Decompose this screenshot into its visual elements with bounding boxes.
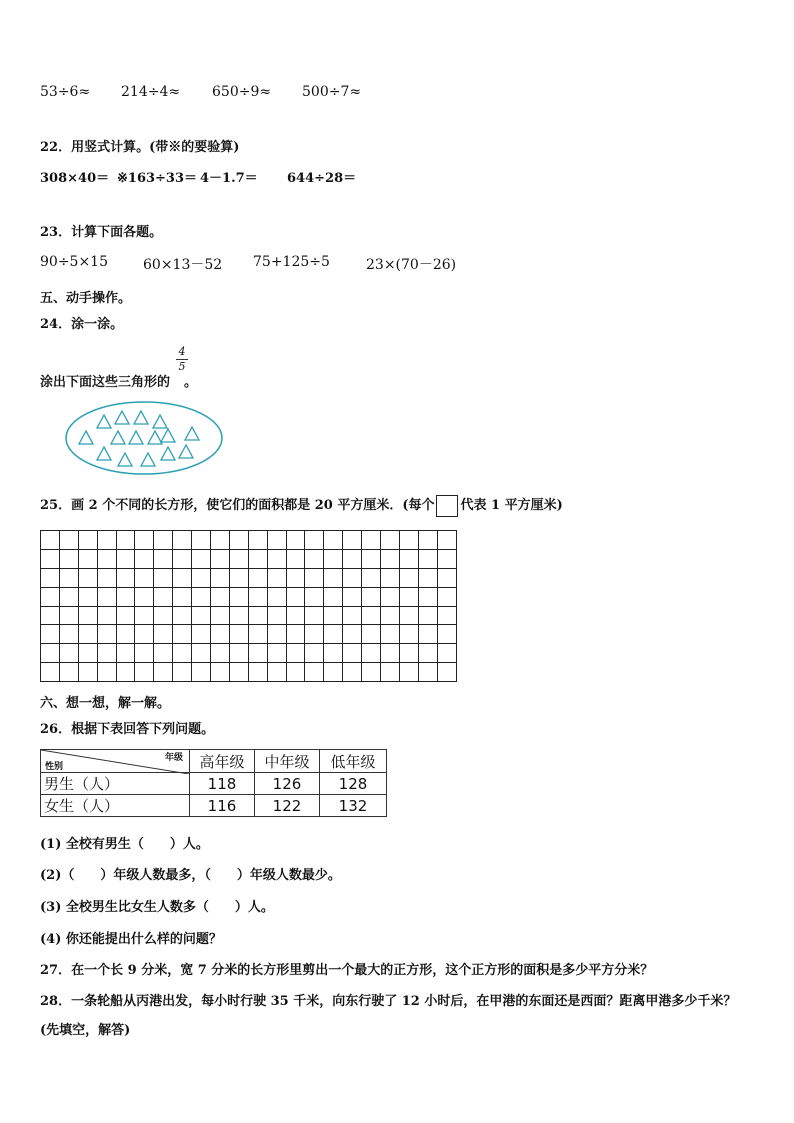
grid-cell[interactable] [211,549,230,568]
q26-sub-2: (2)（ ）年级人数最多，（ ）年级人数最少。 [40,868,341,883]
grid-cell[interactable] [135,606,154,625]
grid-cell[interactable] [381,568,400,587]
grid-cell[interactable] [286,549,305,568]
grid-cell[interactable] [381,625,400,644]
grid-cell[interactable] [381,663,400,682]
triangle-shape[interactable] [161,429,175,442]
grid-cell[interactable] [305,568,324,587]
grid-cell[interactable] [305,549,324,568]
grid-cell[interactable] [343,568,362,587]
grid-cell[interactable] [324,549,343,568]
grid-cell[interactable] [324,663,343,682]
grid-cell[interactable] [248,663,267,682]
grid-cell[interactable] [286,606,305,625]
grid-cell[interactable] [267,531,286,550]
q27-text: 27．在一个长 9 分米，宽 7 分米的长方形里剪出一个最大的正方形，这个正方形的面积是多少平方分米？ [40,963,654,978]
grid-cell[interactable] [305,531,324,550]
grid-cell[interactable] [59,587,78,606]
grid-cell[interactable] [381,587,400,606]
grid-cell[interactable] [97,531,116,550]
grid-cell[interactable] [343,663,362,682]
grid-cell[interactable] [362,549,381,568]
grid-cell[interactable] [135,549,154,568]
corner-label-grade: 年级 [164,753,183,763]
grid-cell[interactable] [343,606,362,625]
q26-sub-3: (3) 全校男生比女生人数多（ ）人。 [40,900,274,915]
grid-cell[interactable] [211,568,230,587]
grid-cell[interactable] [267,568,286,587]
grid-cell[interactable] [418,625,437,644]
grid-cell[interactable] [41,587,60,606]
triangle-shape[interactable] [79,431,93,444]
grid-cell[interactable] [418,663,437,682]
grid-cell[interactable] [41,644,60,663]
grid-cell[interactable] [192,625,211,644]
q25-title-suffix: 代表 1 平方厘米) [460,498,563,513]
grid-cell[interactable] [437,625,456,644]
grid-cell[interactable] [154,644,173,663]
grid-cell[interactable] [362,587,381,606]
grid-cell[interactable] [362,663,381,682]
col-header-low: 低年级 [320,750,387,773]
grid-cell[interactable] [267,625,286,644]
q23-item-1: 90÷5×15 [40,254,108,270]
grid-cell[interactable] [116,663,135,682]
grid-cell[interactable] [78,549,97,568]
grid-cell[interactable] [418,606,437,625]
grid-cell[interactable] [418,531,437,550]
q28-line-2: (先填空，解答) [40,1023,131,1038]
cell-girls-middle: 122 [255,795,320,817]
grid-cell[interactable] [324,568,343,587]
grid-cell[interactable] [229,663,248,682]
q26-sub-4: (4) 你还能提出什么样的问题？ [40,932,222,947]
grid-cell[interactable] [343,531,362,550]
grid-cell[interactable] [229,587,248,606]
col-header-middle: 中年级 [255,750,320,773]
grid-cell[interactable] [305,663,324,682]
q25-title [40,494,563,517]
grid-cell[interactable] [286,531,305,550]
grid-cell[interactable] [41,625,60,644]
triangle-shape[interactable] [153,415,167,428]
grid-cell[interactable] [59,663,78,682]
grid-cell[interactable] [211,625,230,644]
grid-cell[interactable] [192,531,211,550]
grid-cell[interactable] [229,606,248,625]
q26-title: 26．根据下表回答下列问题。 [40,722,215,737]
grid-cell[interactable] [59,644,78,663]
grid-cell[interactable] [362,568,381,587]
triangle-ellipse-figure [64,400,224,476]
grid-cell[interactable] [381,644,400,663]
cell-boys-middle: 126 [255,773,320,795]
grid-cell[interactable] [248,625,267,644]
grid-cell[interactable] [324,644,343,663]
q24-instruction-suffix: 。 [184,375,198,390]
grid-cell[interactable] [229,568,248,587]
q28-line-1: 28．一条轮船从丙港出发，每小时行驶 35 千米，向东行驶了 12 小时后，在甲港的东面还是西面？距离甲港多少千米？ [40,994,737,1009]
grid-cell[interactable] [437,587,456,606]
grid-cell[interactable] [324,587,343,606]
grid-cell[interactable] [97,568,116,587]
grid-cell[interactable] [78,644,97,663]
fraction-numerator: 4 [178,345,186,358]
grid-cell[interactable] [437,644,456,663]
estimate-expr-3: 650÷9≈ [212,84,272,100]
grid-cell[interactable] [192,606,211,625]
grid-cell[interactable] [305,644,324,663]
section-6-heading: 六、想一想，解一解。 [40,696,171,711]
grid-cell[interactable] [305,625,324,644]
grid-cell[interactable] [229,549,248,568]
q22-item-2: ※163÷33＝ [117,171,198,186]
grid-cell[interactable] [154,625,173,644]
col-header-high: 高年级 [190,750,255,773]
cell-boys-low: 128 [320,773,387,795]
grid-cell[interactable] [41,568,60,587]
grid-cell[interactable] [381,606,400,625]
grid-cell[interactable] [78,587,97,606]
grid-cell[interactable] [305,606,324,625]
grid-cell[interactable] [97,625,116,644]
grid-cell[interactable] [399,663,418,682]
grid-cell[interactable] [362,625,381,644]
grid-cell[interactable] [59,531,78,550]
grid-cell[interactable] [78,568,97,587]
grid-cell[interactable] [78,625,97,644]
grid-cell[interactable] [192,549,211,568]
grid-cell[interactable] [399,568,418,587]
grid-cell[interactable] [78,663,97,682]
unit-square-icon [436,495,458,517]
grid-cell[interactable] [343,644,362,663]
grid-cell[interactable] [248,606,267,625]
triangle-shape[interactable] [179,445,193,458]
triangle-shape[interactable] [97,447,111,460]
q22-item-3: 4－1.7＝ [200,171,258,186]
cell-boys-high: 118 [190,773,255,795]
grid-cell[interactable] [399,644,418,663]
q24-instruction [40,371,197,390]
grid-cell[interactable] [135,625,154,644]
grid-cell[interactable] [248,549,267,568]
q22-item-4: 644÷28＝ [287,171,357,186]
grid-cell[interactable] [399,606,418,625]
triangle-shape[interactable] [185,427,199,440]
grid-cell[interactable] [418,587,437,606]
grid-cell[interactable] [267,644,286,663]
grid-cell[interactable] [324,606,343,625]
grid-cell[interactable] [173,644,192,663]
grid-cell[interactable] [418,568,437,587]
grid-cell[interactable] [41,549,60,568]
grid-cell[interactable] [116,587,135,606]
grid-cell[interactable] [211,531,230,550]
grid-cell[interactable] [97,549,116,568]
grid-cell[interactable] [362,531,381,550]
grid-cell[interactable] [399,625,418,644]
grid-cell[interactable] [324,531,343,550]
grid-cell[interactable] [437,549,456,568]
grid-cell[interactable] [437,531,456,550]
fraction-four-fifths [176,346,188,373]
grid-cell[interactable] [154,549,173,568]
grid-cell[interactable] [173,663,192,682]
q23-item-4: 23×(70－26) [366,257,457,273]
grid-cell[interactable] [192,587,211,606]
grid-cell[interactable] [59,568,78,587]
grid-cell[interactable] [135,531,154,550]
grid-cell[interactable] [41,663,60,682]
triangle-shape[interactable] [148,431,162,444]
grid-cell[interactable] [229,644,248,663]
grid-cell[interactable] [248,587,267,606]
grid-cell[interactable] [116,568,135,587]
grid-cell[interactable] [78,606,97,625]
grid-cell[interactable] [437,568,456,587]
grid-cell[interactable] [437,606,456,625]
grid-cell[interactable] [286,644,305,663]
grid-cell[interactable] [324,625,343,644]
estimate-expr-4: 500÷7≈ [302,84,362,100]
grid-cell[interactable] [97,644,116,663]
grid-cell[interactable] [173,606,192,625]
grid-cell[interactable] [229,625,248,644]
grid-cell[interactable] [135,663,154,682]
fraction-denominator: 5 [178,360,186,373]
grid-cell[interactable] [173,587,192,606]
grid-cell[interactable] [399,587,418,606]
corner-label-gender: 性别 [45,762,64,772]
grid-cell[interactable] [399,531,418,550]
grid-cell[interactable] [97,663,116,682]
grid-cell[interactable] [267,549,286,568]
grid-cell[interactable] [211,644,230,663]
grid-cell[interactable] [248,531,267,550]
grid-cell[interactable] [248,568,267,587]
grid-cell[interactable] [116,531,135,550]
triangle-shape[interactable] [97,415,111,428]
grade-gender-table [40,749,387,817]
grid-cell[interactable] [343,549,362,568]
triangle-shape[interactable] [141,453,155,466]
grid-cell[interactable] [343,587,362,606]
grid-cell[interactable] [399,549,418,568]
grid-cell[interactable] [59,625,78,644]
estimate-expr-2: 214÷4≈ [121,84,181,100]
estimate-expr-1: 53÷6≈ [40,84,91,100]
triangle-shape[interactable] [111,431,125,444]
grid-cell[interactable] [211,587,230,606]
grid-cell[interactable] [286,568,305,587]
table-row [41,773,387,795]
grid-cell[interactable] [116,549,135,568]
q22-title: 22．用竖式计算。(带※的要验算) [40,140,240,155]
grid-cell[interactable] [267,587,286,606]
grid-cell[interactable] [154,531,173,550]
grid-cell[interactable] [135,587,154,606]
grid-cell[interactable] [135,644,154,663]
grid-cell[interactable] [116,606,135,625]
row-label-boys: 男生（人） [41,773,190,795]
grid-cell[interactable] [211,606,230,625]
grid-cell[interactable] [154,587,173,606]
grid-cell[interactable] [154,568,173,587]
row-label-girls: 女生（人） [41,795,190,817]
grid-cell[interactable] [248,644,267,663]
drawing-grid[interactable] [40,530,457,682]
cell-girls-low: 132 [320,795,387,817]
q23-title: 23．计算下面各题。 [40,225,163,240]
grid-cell[interactable] [135,568,154,587]
triangle-shape[interactable] [134,411,148,424]
grid-cell[interactable] [286,625,305,644]
triangle-shape[interactable] [161,447,175,460]
grid-cell[interactable] [59,606,78,625]
triangle-shape[interactable] [129,431,143,444]
grid-cell[interactable] [229,531,248,550]
table-row [41,795,387,817]
grid-cell[interactable] [116,625,135,644]
grid-cell[interactable] [437,663,456,682]
grid-cell[interactable] [267,606,286,625]
grid-cell[interactable] [173,625,192,644]
grid-cell[interactable] [362,644,381,663]
grid-cell[interactable] [173,568,192,587]
grid-cell[interactable] [192,663,211,682]
table-corner-cell [41,750,190,773]
grid-cell[interactable] [59,549,78,568]
grid-cell[interactable] [154,606,173,625]
grid-cell[interactable] [192,568,211,587]
grid-cell[interactable] [78,531,97,550]
grid-cell[interactable] [97,606,116,625]
triangle-shape[interactable] [115,411,129,424]
grid-cell[interactable] [362,606,381,625]
grid-cell[interactable] [154,663,173,682]
q24-instruction-prefix: 涂出下面这些三角形的 [40,375,171,390]
grid-cell[interactable] [41,606,60,625]
grid-cell[interactable] [418,644,437,663]
q24-title: 24．涂一涂。 [40,317,124,332]
q23-item-2: 60×13－52 [143,257,223,273]
grid-cell[interactable] [211,663,230,682]
grid-cell[interactable] [305,587,324,606]
grid-cell[interactable] [116,644,135,663]
grid-cell[interactable] [173,531,192,550]
triangle-shape[interactable] [118,453,132,466]
q23-item-3: 75+125÷5 [253,254,330,270]
grid-cell[interactable] [286,663,305,682]
grid-cell[interactable] [173,549,192,568]
grid-cell[interactable] [41,531,60,550]
q22-item-1: 308×40＝ [40,171,110,186]
grid-cell[interactable] [381,531,400,550]
q25-title-prefix: 25．画 2 个不同的长方形，使它们的面积都是 20 平方厘米．(每个 [40,498,435,513]
section-5-heading: 五、动手操作。 [40,291,132,306]
grid-cell[interactable] [286,587,305,606]
grid-cell[interactable] [343,625,362,644]
grid-cell[interactable] [381,549,400,568]
grid-cell[interactable] [192,644,211,663]
cell-girls-high: 116 [190,795,255,817]
grid-cell[interactable] [97,587,116,606]
grid-cell[interactable] [418,549,437,568]
grid-cell[interactable] [267,663,286,682]
q26-sub-1: (1) 全校有男生（ ）人。 [40,837,209,852]
